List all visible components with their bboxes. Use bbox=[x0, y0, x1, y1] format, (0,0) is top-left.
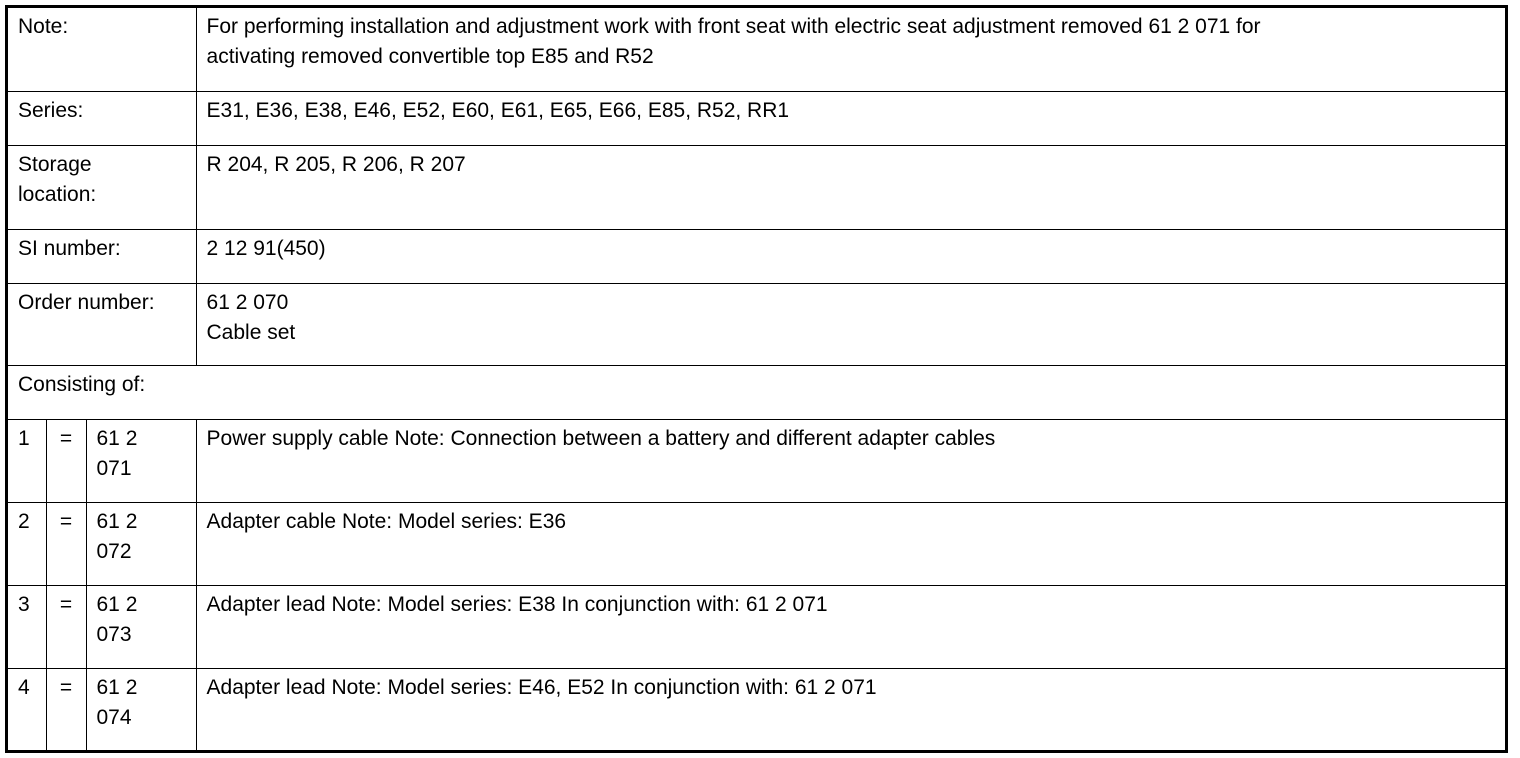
storage-value: R 204, R 205, R 206, R 207 bbox=[196, 145, 1505, 229]
storage-row bbox=[8, 145, 1505, 229]
item-separator: = bbox=[46, 668, 86, 753]
storage-label-line1: Storage bbox=[18, 152, 92, 176]
series-value: E31, E36, E38, E46, E52, E60, E61, E65, E66, E85, R52, RR1 bbox=[196, 91, 1505, 145]
item-description: Adapter lead Note: Model series: E38 In conjunction with: 61 2 071 bbox=[196, 585, 1505, 668]
storage-label bbox=[8, 145, 196, 229]
si-number-row bbox=[8, 229, 1505, 283]
storage-label-line2: location: bbox=[18, 182, 97, 206]
note-value-line2: activating removed convertible top E85 and R52 bbox=[206, 45, 654, 68]
table-row bbox=[8, 502, 1505, 585]
si-number-label: SI number: bbox=[8, 229, 196, 283]
item-order-line2: 073 bbox=[96, 622, 132, 646]
item-description: Adapter cable Note: Model series: E36 bbox=[196, 502, 1505, 585]
item-order-line2: 074 bbox=[96, 705, 132, 729]
order-number-line1: 61 2 070 bbox=[206, 290, 289, 314]
item-order-number bbox=[86, 502, 196, 585]
series-label: Series: bbox=[8, 91, 196, 145]
note-label: Note: bbox=[8, 8, 196, 91]
table-row bbox=[8, 419, 1505, 502]
order-number-value bbox=[196, 283, 1505, 365]
consisting-of-row bbox=[8, 365, 1505, 419]
item-order-number bbox=[86, 585, 196, 668]
item-separator: = bbox=[46, 502, 86, 585]
note-value bbox=[196, 8, 1505, 91]
tool-info-sheet bbox=[5, 5, 1508, 753]
item-number: 2 bbox=[8, 502, 46, 585]
note-row bbox=[8, 8, 1505, 91]
item-description: Adapter lead Note: Model series: E46, E52 In conjunction with: 61 2 071 bbox=[196, 668, 1505, 753]
item-order-line1: 61 2 bbox=[96, 675, 138, 699]
item-order-number bbox=[86, 668, 196, 753]
si-number-value: 2 12 91(450) bbox=[196, 229, 1505, 283]
item-number: 4 bbox=[8, 668, 46, 753]
item-order-line1: 61 2 bbox=[96, 509, 138, 533]
order-number-label: Order number: bbox=[8, 283, 196, 365]
note-value-line1: For performing installation and adjustment work with front seat with electric seat adjustment removed 61 2 071 for bbox=[206, 15, 1261, 38]
item-order-number bbox=[86, 419, 196, 502]
item-order-line1: 61 2 bbox=[96, 592, 138, 616]
item-separator: = bbox=[46, 419, 86, 502]
item-description: Power supply cable Note: Connection between a battery and different adapter cables bbox=[196, 419, 1505, 502]
item-number: 3 bbox=[8, 585, 46, 668]
item-order-line1: 61 2 bbox=[96, 426, 138, 450]
item-order-line2: 072 bbox=[96, 539, 132, 563]
order-number-row bbox=[8, 283, 1505, 365]
tool-info-table bbox=[8, 8, 1505, 753]
table-row bbox=[8, 585, 1505, 668]
item-number: 1 bbox=[8, 419, 46, 502]
consisting-of-label: Consisting of: bbox=[8, 365, 1505, 419]
series-row bbox=[8, 91, 1505, 145]
item-order-line2: 071 bbox=[96, 456, 132, 480]
table-row bbox=[8, 668, 1505, 753]
item-separator: = bbox=[46, 585, 86, 668]
order-number-line2: Cable set bbox=[206, 320, 296, 344]
